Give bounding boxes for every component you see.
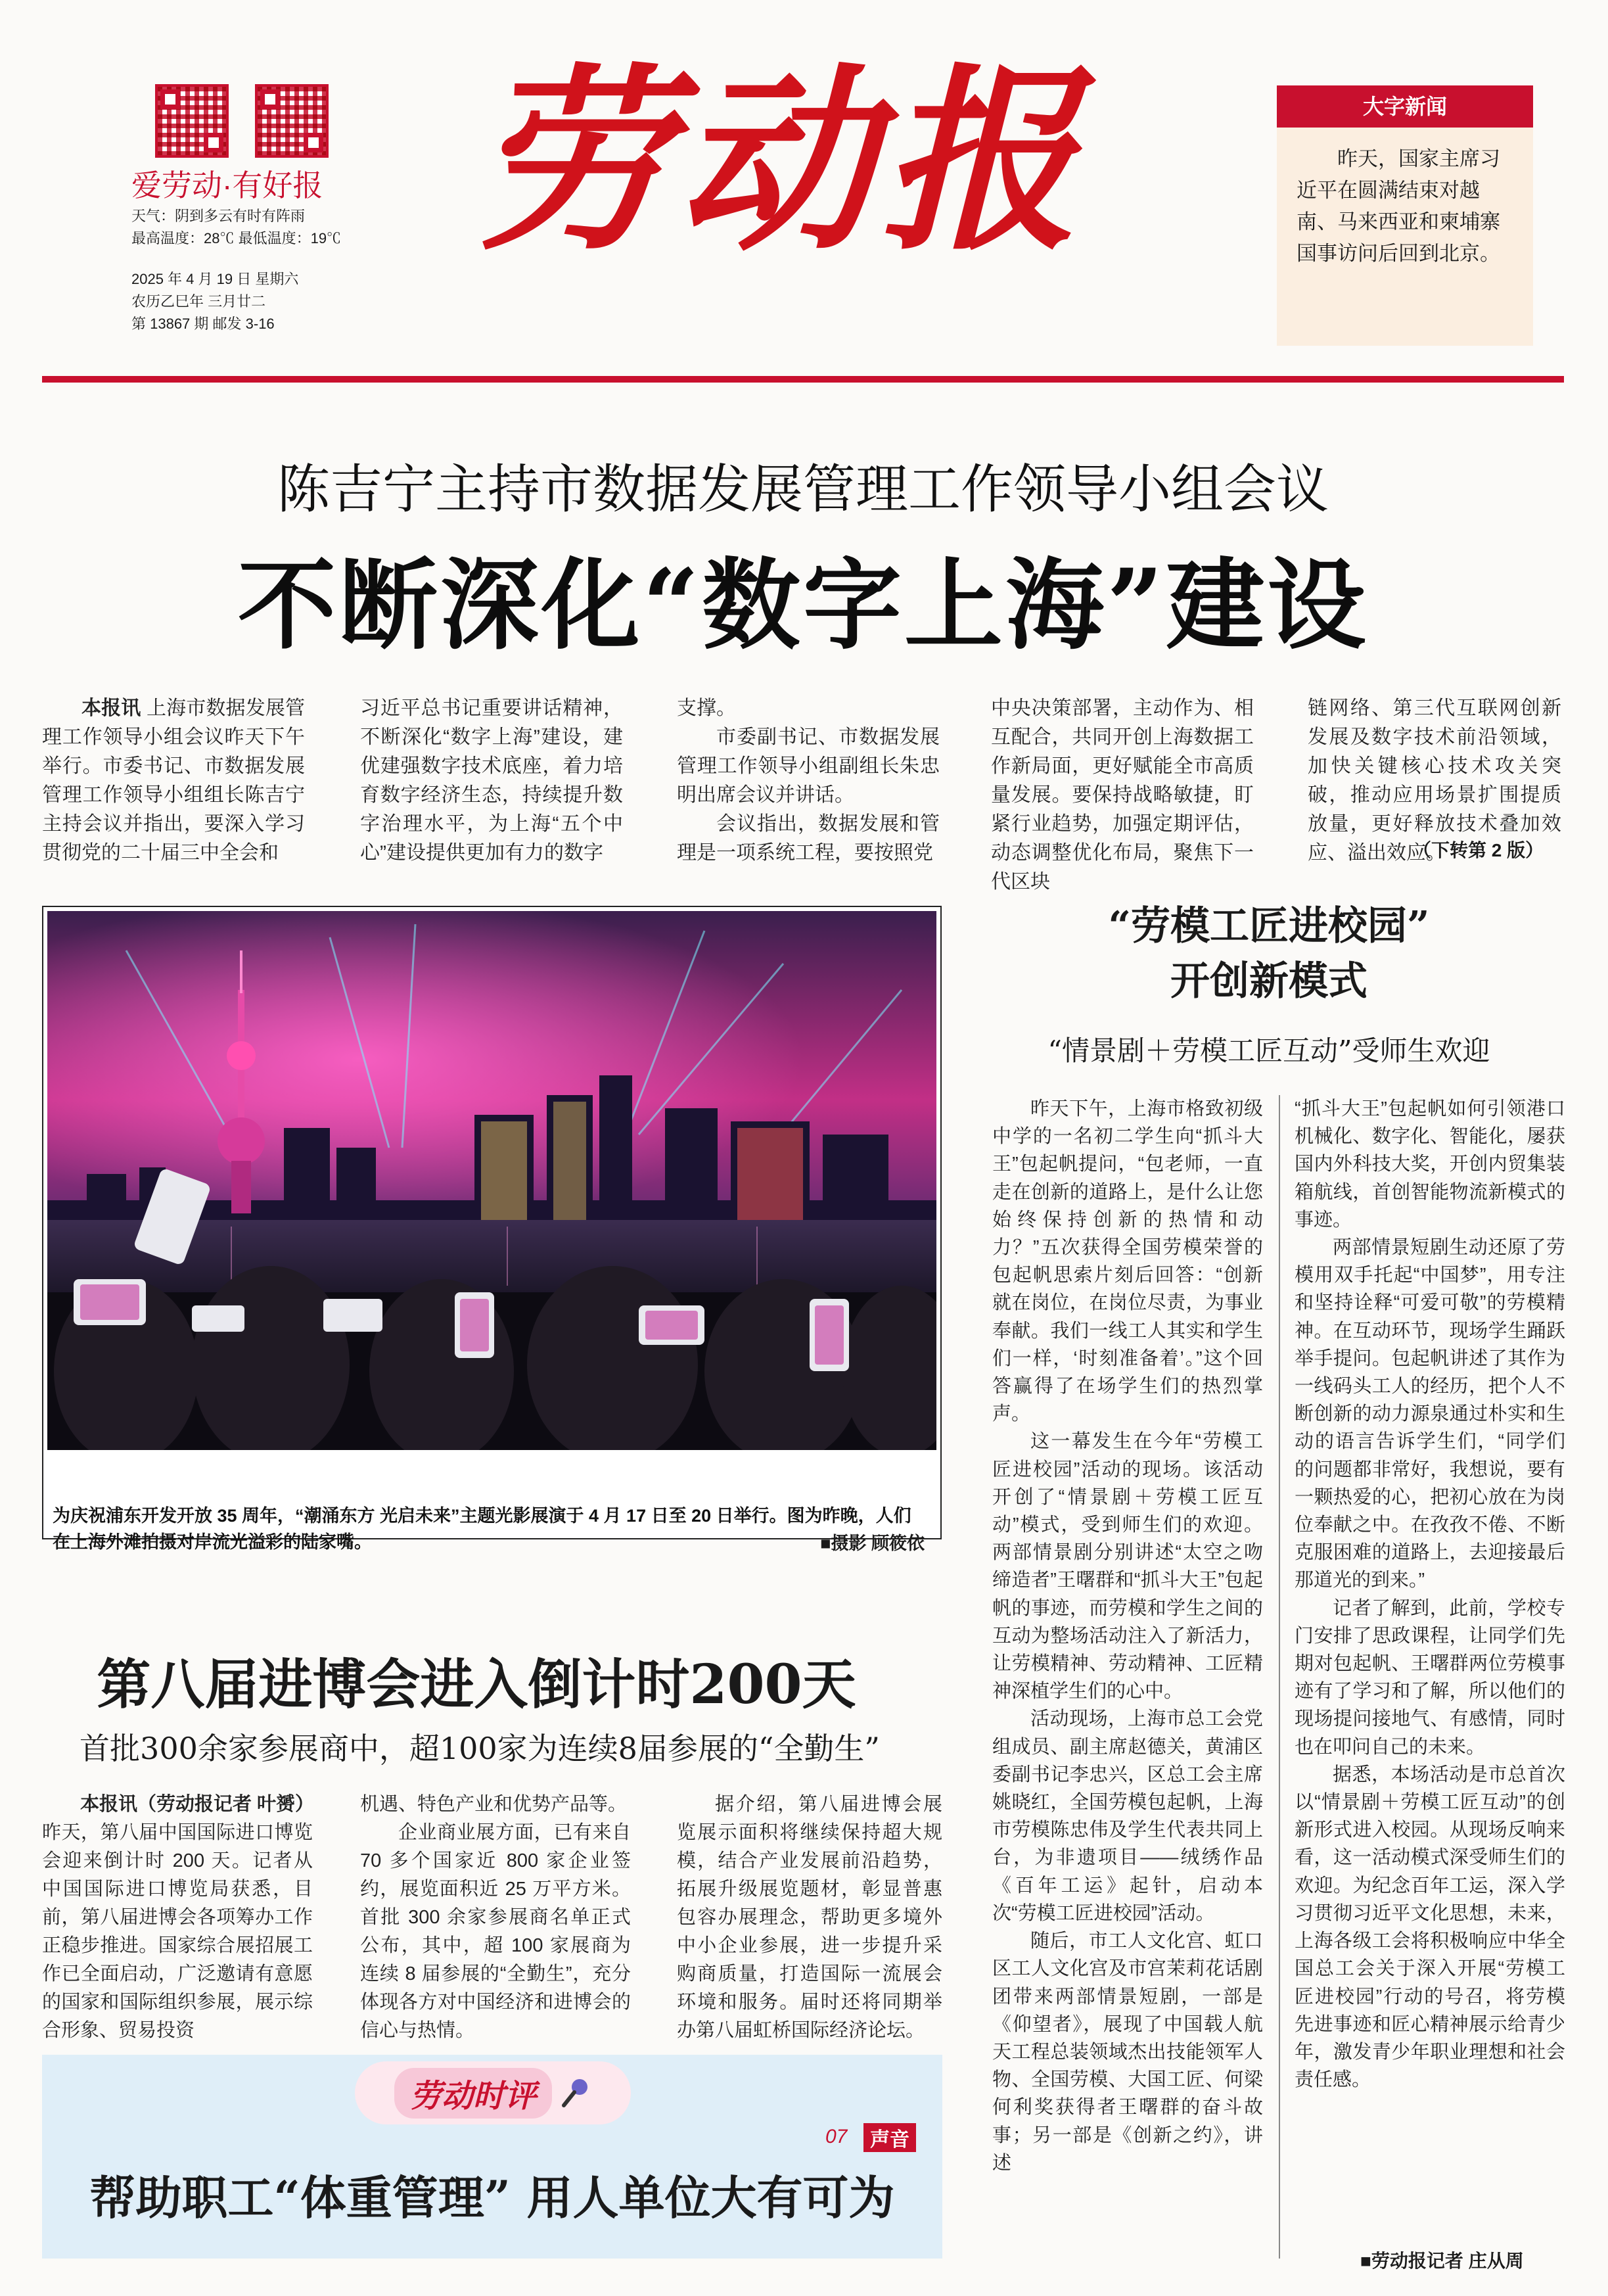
lead-byline: 本报讯	[81, 697, 141, 719]
campus-reporter-credit: ■劳动报记者 庄从周	[1360, 2251, 1524, 2271]
badge-label: 劳动时评	[394, 2068, 552, 2119]
expo-story-column-1	[42, 1791, 313, 2045]
lunar-date-text: 农历乙巳年 三月廿二	[131, 293, 266, 310]
microphone-icon	[559, 2076, 591, 2109]
big-news-text: 昨天，国家主席习近平在圆满结束对越南、马来西亚和柬埔寨国事访问后回到北京。	[1297, 147, 1500, 265]
campus-paragraph: “抓斗大王”包起帆如何引领港口机械化、数字化、智能化，屡获国内外科技大奖，开创内贸集装箱航线，首创智能物流新模式的事迹。	[1295, 1098, 1565, 1230]
campus-story-subtitle: “情景剧＋劳模工匠互动”受师生欢迎	[1047, 1035, 1490, 1067]
campus-paragraph: 活动现场，上海市总工会党组成员、副主席赵德关，黄浦区委副书记李忠兴，区总工会主席姚晓红，全国劳模包起帆，上海市劳模陈忠伟及学生代表共同上台，为非遗项目——绒绣作品《百年工运》起针，启动本次“劳模工匠进校园”活动。	[992, 1708, 1263, 1924]
commentary-headline[interactable]: 帮助职工“体重管理” 用人单位大有可为	[89, 2170, 895, 2225]
lead-col3b-text: 市委副书记、市数据发展管理工作领导小组副组长朱忠明出席会议并讲话。	[677, 726, 940, 806]
column-divider	[1279, 1095, 1280, 2259]
date-text: 2025 年 4 月 19 日 星期六	[131, 271, 299, 287]
campus-story-column-1	[992, 1095, 1263, 2177]
expo-col2b-text: 企业商业展方面，已有来自 70 多个国家近 800 家企业签约，展览面积近 25 万平方米。首批 300 余家参展商名单正式公布，其中，超 100 家展商为连续 8 届参展的“全勤生”，充分体现各方对中国经济和进博会的信心与热情。	[360, 1822, 631, 2041]
newspaper-masthead-title: 劳动报	[473, 45, 1084, 277]
campus-paragraph: 随后，市工人文化宫、虹口区工人文化宫及市宫茉莉花话剧团带来两部情景短剧，一部是《仰望者》，展现了中国载人航天工程总装领域杰出技能领军人物、全国劳模、大国工匠、何梁何利奖获得者王曙群的奋斗故事；另一部是《创新之约》，讲述	[992, 1931, 1263, 2174]
expo-col1-text: 昨天，第八届中国国际进口博览会迎来倒计时 200 天。记者从中国国际进口博览局获悉，目前，第八届进博会各项筹办工作正稳步推进。国家综合展招展工作已全面启动，广泛邀请有意愿的国家和国际组织参展，展示综合形象、贸易投资	[42, 1822, 313, 2041]
campus-story-title-line1: “劳模工匠进校园”	[1108, 903, 1430, 949]
lead-col2-text: 习近平总书记重要讲话精神，不断深化“数字上海”建设，建优建强数字技术底座，着力培育数字经济生态，持续提升数字治理水平，为上海“五个中心”建设提供更加有力的数字	[360, 697, 623, 864]
lead-col3a-text: 支撑。	[677, 697, 736, 719]
lead-col4-text: 中央决策部署，主动作为、相互配合，共同开创上海数据工作新局面，更好赋能全市高质量发展。要保持战略敏捷，盯紧行业趋势，加强定期评估，动态调整优化布局，聚焦下一代区块	[991, 697, 1254, 893]
qr-code-left[interactable]	[155, 84, 229, 158]
campus-paragraph: 记者了解到，此前，学校专门安排了思政课程，让同学们先期对包起帆、王曙群两位劳模事迹有了学习和了解，所以他们的现场提问接地气、有感情，同时也在叩问自己的未来。	[1295, 1597, 1565, 1758]
lead-col1-text: 上海市数据发展管理工作领导小组会议昨天下午举行。市委书记、市数据发展管理工作领导小组组长陈吉宁主持会议并指出，要深入学习贯彻党的二十届三中全会和	[42, 697, 305, 864]
expo-byline: 本报讯（劳动报记者 叶赟）	[80, 1794, 315, 1815]
qr-code-right[interactable]	[255, 84, 329, 158]
photo-caption: 为庆祝浦东开发开放 35 周年，“潮涌东方 光启未来”主题光影展演于 4 月 17 日至 20 日举行。图为昨晚，人们在上海外滩拍摄对岸流光溢彩的陆家嘴。	[53, 1506, 911, 1552]
lead-story-subtitle: 陈吉宁主持市数据发展管理工作领导小组会议	[277, 459, 1329, 520]
weather-text: 天气：阴到多云有时有阵雨	[131, 208, 306, 224]
big-news-box	[1277, 85, 1533, 346]
slogan: 爱劳动·有好报	[131, 168, 323, 202]
campus-paragraph: 这一幕发生在今年“劳模工匠进校园”活动的现场。该活动开创了“情景剧＋劳模工匠互动”模式，受到师生们的欢迎。两部情景剧分别讲述“太空之吻缔造者”王曙群和“抓斗大王”包起帆的事迹，而劳模和学生之间的互动为整场活动注入了新活力，让劳模精神、劳动精神、工匠精神深植学生们的心中。	[992, 1431, 1263, 1702]
labor-commentary-badge	[355, 2061, 631, 2124]
photo-frame	[42, 906, 942, 1539]
temperature-text: 最高温度：28℃ 最低温度：19℃	[131, 230, 342, 246]
issue-info	[131, 268, 407, 335]
campus-paragraph: 两部情景短剧生动还原了劳模用双手托起“中国梦”，用专注和坚持诠释“可爱可敬”的劳模精神。在互动环节，现场学生踊跃举手提问。包起帆讲述了其作为一线码头工人的经历，把个人不断创新的动力源泉通过朴实和生动的语言告诉学生们，“同学们的问题都非常好，我想说，要有一颗热爱的心，把初心放在为岗位奉献之中。在孜孜不倦、不断克服困难的道路上，去迎接最后那道光的到来。”	[1295, 1237, 1565, 1591]
issue-number-text: 第 13867 期 邮发 3-16	[131, 316, 275, 332]
page-number: 07	[825, 2126, 848, 2147]
section-label[interactable]: 声音	[863, 2123, 916, 2152]
campus-story-title-line2: 开创新模式	[1170, 958, 1367, 1004]
lead-col5-text: 链网络、第三代互联网创新发展及数字技术前沿领域，加快关键核心技术攻关突破，推动应用场景扩围提质放量，更好释放技术叠加效应、溢出效应。	[1308, 697, 1561, 864]
campus-story-column-2	[1295, 1095, 1565, 2094]
lead-story-title: 不断深化“数字上海”建设	[237, 548, 1369, 663]
expo-story-column-2	[360, 1791, 631, 2045]
lead-col3c-text: 会议指出，数据发展和管理是一项系统工程，要按照党	[677, 813, 940, 864]
weather-info	[131, 205, 407, 250]
masthead-divider	[42, 376, 1564, 383]
campus-paragraph: 据悉，本场活动是市总首次以“情景剧＋劳模工匠互动”的创新形式进入校园。从现场反响来看，这一活动模式深受师生们的欢迎。为纪念百年工运，深入学习贯彻习近平文化思想，未来，上海各级工会将积极响应中华全国总工会关于深入开展“劳模工匠进校园”行动的号召，将劳模先进事迹和匠心精神展示给青少年，激发青少年职业理想和社会责任感。	[1295, 1764, 1565, 2091]
lead-story-column-3	[677, 694, 940, 868]
expo-story-subtitle: 首批300余家参展商中，超100家为连续8届参展的“全勤生”	[80, 1731, 880, 1766]
expo-col2a-text: 机遇、特色产业和优势产品等。	[360, 1794, 628, 1815]
lead-story-column-4	[991, 694, 1254, 897]
big-news-label: 大字新闻	[1277, 85, 1533, 128]
expo-col3-text: 据介绍，第八届进博会展览展示面积将继续保持超大规模，结合产业发展前沿趋势，拓展升级展览题材，彰显普惠包容办展理念，帮助更多境外中小企业参展，进一步提升采购商质量，打造国际一流展会环境和服务。届时还将同期举办第八届虹桥国际经济论坛。	[677, 1794, 942, 2041]
photo-credit: ■摄影 顾筱依	[820, 1534, 925, 1553]
lead-story-column-2	[360, 694, 623, 868]
lead-story-column-1	[42, 694, 305, 868]
continued-on-page-2[interactable]: （下转第 2 版）	[1413, 840, 1544, 860]
expo-story-column-3	[677, 1791, 942, 2045]
campus-paragraph: 昨天下午，上海市格致初级中学的一名初二学生向“抓斗大王”包起帆提问，“包老师，一直走在创新的道路上，是什么让您始终保持创新的热情和动力？”五次获得全国劳模荣誉的包起帆思索片刻后回答：“创新就在岗位，在岗位尽责，为事业奉献。我们一线工人其实和学生们一样，‘时刻准备着’。”这个回答赢得了在场学生们的热烈掌声。	[992, 1098, 1263, 1425]
expo-story-title: 第八届进博会进入倒计时200天	[97, 1653, 856, 1716]
lujiazui-night-photo[interactable]	[47, 911, 936, 1450]
